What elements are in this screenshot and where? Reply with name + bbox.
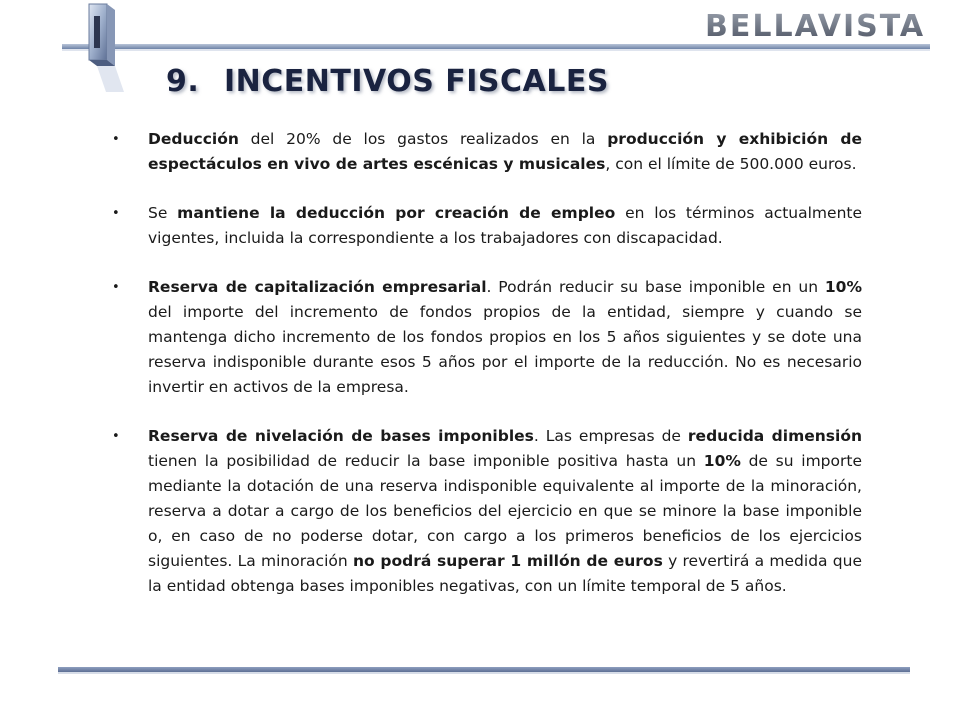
slide-title — [166, 64, 609, 99]
list-item — [112, 424, 862, 599]
roman-one-logo-icon — [84, 2, 130, 94]
slide-number: 9. — [166, 64, 200, 99]
text-segment: Se — [148, 204, 178, 222]
text-segment: y revertirá a medida que la entidad obtenga bases imponibles negativas, con un límite temporal de 5 años. — [148, 552, 862, 595]
bold-text-segment: 10% — [824, 278, 862, 296]
footer-rule-shadow — [58, 672, 910, 674]
list-item-text — [148, 275, 862, 400]
text-segment: . Las empresas de — [533, 427, 688, 445]
list-item-text — [148, 127, 862, 177]
bold-text-segment: 10% — [703, 452, 741, 470]
text-segment: tienen la posibilidad de reducir la base imponible positiva hasta un — [148, 452, 704, 470]
brand-wordmark: BELLAVISTA — [705, 9, 926, 44]
text-segment: del importe del incremento de fondos propios de la entidad, siempre y cuando se mantenga dicho incremento de los fondos propios en los 5 años siguientes y se dote una reserva indisponible durante esos 5 años por el importe de la reducción. No es necesario invertir en activos de la empresa. — [148, 303, 862, 396]
bold-text-segment: reducida dimensión — [687, 427, 862, 445]
slide-title-text: INCENTIVOS FISCALES — [224, 64, 609, 99]
bold-text-segment: Deducción — [148, 130, 239, 148]
bold-text-segment: mantiene la deducción por creación de empleo — [177, 204, 616, 222]
bold-text-segment: Reserva de capitalización empresarial — [148, 278, 487, 296]
text-segment: del 20% de los gastos realizados en la — [238, 130, 608, 148]
list-item — [112, 275, 862, 400]
text-segment: . Podrán reducir su base imponible en un — [486, 278, 825, 296]
bullet-icon: • — [112, 280, 120, 295]
list-item — [112, 201, 862, 251]
bold-text-segment: no podrá superar 1 millón de euros — [352, 552, 663, 570]
list-item — [112, 127, 862, 177]
list-item-text — [148, 424, 862, 599]
bullet-list — [112, 127, 862, 623]
bullet-icon: • — [112, 429, 120, 444]
text-segment: de su importe mediante la dotación de una reserva indisponible equivalente al importe de la minoración, reserva a dotar a cargo de los beneficios del ejercicio en que se minore la base imponible o, en caso de no poderse dotar, con cargo a los primeros beneficios de los ejercicios siguientes. La minoración — [148, 452, 862, 570]
header-rule-shadow — [62, 49, 930, 51]
bold-text-segment: Reserva de nivelación de bases imponibles — [148, 427, 534, 445]
text-segment: en los términos actualmente vigentes, incluida la correspondiente a los trabajadores con discapacidad. — [148, 204, 863, 247]
bullet-icon: • — [112, 132, 120, 147]
bullet-icon: • — [112, 206, 120, 221]
list-item-text — [148, 201, 862, 251]
text-segment: , con el límite de 500.000 euros. — [605, 155, 857, 173]
bold-text-segment: producción y exhibición de espectáculos en vivo de artes escénicas y musicales — [148, 130, 862, 173]
